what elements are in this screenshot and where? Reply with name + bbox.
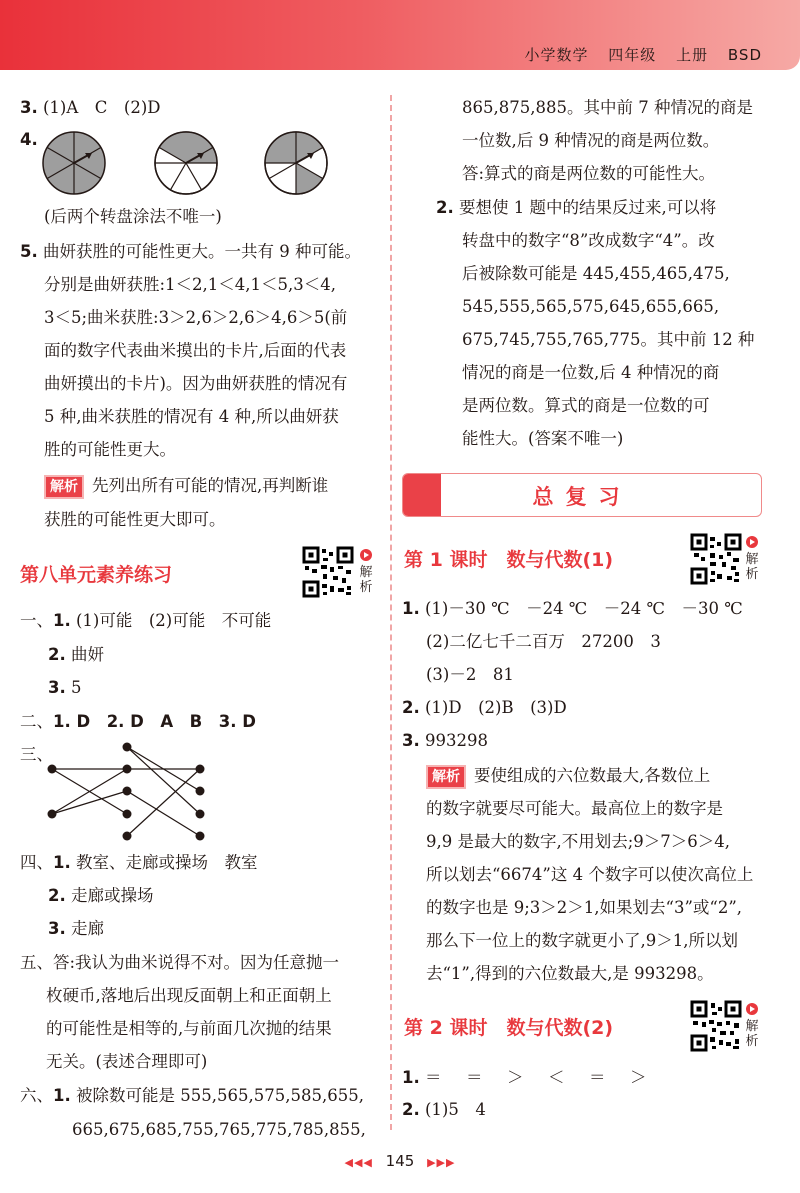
spinner-1 xyxy=(43,132,105,194)
prev-arrows-icon: ◀◀◀ xyxy=(344,1156,373,1169)
lesson1-analysis-line-5: 那么下一位上的数字就更小了,9＞1,所以划 xyxy=(426,931,738,950)
qr-code-lesson2[interactable] xyxy=(690,1000,742,1052)
q5-line-6: 胜的可能性更大。 xyxy=(44,440,176,459)
q3-answer: (1)A C (2)D xyxy=(43,98,161,117)
right-q2-line-5: 情况的商是一位数,后 4 种情况的商 xyxy=(462,363,720,382)
matching-diagram xyxy=(40,740,220,855)
right-q2-line-1: 转盘中的数字“8”改成数字“4”。改 xyxy=(462,231,715,250)
q4-note: (后两个转盘涂法不唯一) xyxy=(44,207,222,226)
s6-line-1: 665,675,685,755,765,775,785,855, xyxy=(72,1120,366,1139)
s1-item-1 xyxy=(20,609,271,633)
play-icon[interactable] xyxy=(746,1003,758,1015)
lesson1-q1-num: 1. xyxy=(402,599,420,618)
header-info xyxy=(511,44,763,65)
header-edition: BSD xyxy=(727,46,762,64)
s1-item-3 xyxy=(48,676,82,700)
s1-item-2 xyxy=(48,643,104,667)
s5-line-1: 枚硬币,落地后出现反面朝上和正面朝上 xyxy=(46,986,332,1005)
s2-label: 二、 xyxy=(20,712,53,731)
lesson1-q2-num: 2. xyxy=(402,698,420,717)
s1-1-text: (1)可能 (2)可能 不可能 xyxy=(76,611,272,630)
spinner-3 xyxy=(265,132,327,194)
right-q2-line-2: 后被除数可能是 445,455,465,475, xyxy=(462,264,730,283)
s5-line-2: 的可能性是相等的,与前面几次抛的结果 xyxy=(46,1019,332,1038)
s4-3-num: 3. xyxy=(48,919,66,938)
s1-1-num: 1. xyxy=(53,611,71,630)
lesson1-analysis-line-1: 的数字就要尽可能大。最高位上的数字是 xyxy=(426,799,723,818)
s4-item-1 xyxy=(20,851,258,875)
right-q2-line-4: 675,745,755,765,775。其中前 12 种 xyxy=(462,330,755,349)
s1-label: 一、 xyxy=(20,611,53,630)
q5-line-0 xyxy=(20,240,361,264)
analysis-1-line-2: 获胜的可能性更大即可。 xyxy=(44,510,226,529)
s1-2-num: 2. xyxy=(48,645,66,664)
qr-code-unit8[interactable] xyxy=(302,546,354,598)
q5-number: 5. xyxy=(20,242,38,261)
q5-line-1: 分别是曲妍获胜:1＜2,1＜4,1＜5,3＜4, xyxy=(44,275,337,294)
column-divider xyxy=(390,95,392,1130)
q5-line-3: 面的数字代表曲米摸出的卡片,后面的代表 xyxy=(44,341,347,360)
qr-code-lesson1[interactable] xyxy=(690,533,742,585)
right-q2-num: 2. xyxy=(436,198,454,217)
play-icon[interactable] xyxy=(746,536,758,548)
lesson2-q1-num: 1. xyxy=(402,1068,420,1087)
lesson1-analysis-line-4: 的数字也是 9;3＞2＞1,如果划去“3”或“2”, xyxy=(426,898,743,917)
lesson2-q1-text: ＝ ＝ ＞ ＜ ＝ ＞ xyxy=(425,1068,651,1087)
lesson1-q1-line-1: (2)二亿七千二百万 27200 3 xyxy=(426,632,661,651)
next-arrows-icon: ▶▶▶ xyxy=(427,1156,456,1169)
unit8-title: 第八单元素养练习 xyxy=(20,564,173,586)
right-q2-line-7: 能性大。(答案不唯一) xyxy=(462,429,624,448)
s2-text: 1. D 2. D A B 3. D xyxy=(53,712,256,731)
qr-label-lesson1: 解析 xyxy=(745,552,759,582)
s5-line-3: 无关。(表述合理即可) xyxy=(46,1052,208,1071)
right-cont-line-2: 答:算式的商是两位数的可能性大。 xyxy=(462,164,716,183)
analysis-1 xyxy=(44,474,328,499)
lesson2-q2-text: (1)5 4 xyxy=(425,1100,486,1119)
lesson2-q2 xyxy=(402,1098,486,1122)
right-q2-line-3: 545,555,565,575,645,655,665, xyxy=(462,297,720,316)
analysis-tag: 解析 xyxy=(426,765,466,789)
page-footer xyxy=(0,1152,800,1170)
lesson1-analysis-line-2: 9,9 是最大的数字,不用划去;9＞7＞6＞4, xyxy=(426,832,731,851)
s4-3-text: 走廊 xyxy=(71,919,104,938)
analysis-1-text: 先列出所有可能的情况,再判断谁 xyxy=(92,476,329,495)
s2 xyxy=(20,710,256,734)
lesson1-q1-line-2: (3)－2 81 xyxy=(426,665,514,684)
s6-num: 1. xyxy=(53,1086,71,1105)
lesson1-q3-text: 993298 xyxy=(425,731,488,750)
s5-line-0 xyxy=(20,951,339,975)
q5-line-4: 曲妍摸出的卡片)。因为曲妍获胜的情况有 xyxy=(44,374,348,393)
header-volume: 上册 xyxy=(676,46,709,64)
right-cont-line-0: 865,875,885。其中前 7 种情况的商是 xyxy=(462,98,753,117)
s4-1-text: 教室、走廊或操场 教室 xyxy=(76,853,258,872)
s4-2-num: 2. xyxy=(48,886,66,905)
lesson2-q2-num: 2. xyxy=(402,1100,420,1119)
s1-2-text: 曲妍 xyxy=(71,645,104,664)
s1-3-num: 3. xyxy=(48,678,66,697)
lesson1-analysis-line-6: 去“1”,得到的六位数最大,是 993298。 xyxy=(426,964,714,983)
s3-label: 三、 xyxy=(20,745,53,764)
play-icon[interactable] xyxy=(360,549,372,561)
header-subject: 小学数学 xyxy=(524,46,589,64)
review-title: 总复习 xyxy=(532,485,632,509)
s4-1-num: 1. xyxy=(53,853,71,872)
s4-2-text: 走廊或操场 xyxy=(71,886,154,905)
q4-number: 4. xyxy=(20,130,38,149)
q5-line-5: 5 种,曲米获胜的情况有 4 种,所以曲妍获 xyxy=(44,407,339,426)
page-number: 145 xyxy=(385,1152,415,1170)
s5-text: 答:我认为曲米说得不对。因为任意抛一 xyxy=(53,953,340,972)
left-q4 xyxy=(20,128,38,152)
spinner-2 xyxy=(155,132,217,194)
s4-label: 四、 xyxy=(20,853,53,872)
q5-line-2: 3＜5;曲米获胜:3＞2,6＞2,6＞4,6＞5(前 xyxy=(44,308,348,327)
header-grade: 四年级 xyxy=(608,46,657,64)
s6-line-0 xyxy=(20,1084,364,1108)
s1-3-text: 5 xyxy=(71,678,82,697)
spinner-figures xyxy=(40,128,330,198)
lesson1-q2 xyxy=(402,696,567,720)
lesson1-q1-text: (1)－30 ℃ －24 ℃ －24 ℃ －30 ℃ xyxy=(425,599,743,618)
qr-label-unit8: 解析 xyxy=(359,565,373,595)
review-banner xyxy=(402,473,762,517)
right-q2-text: 要想使 1 题中的结果反过来,可以将 xyxy=(459,198,717,217)
s6-label: 六、 xyxy=(20,1086,53,1105)
qr-label-lesson2: 解析 xyxy=(745,1019,759,1049)
q3-number: 3. xyxy=(20,98,38,117)
left-q3 xyxy=(20,96,161,120)
lesson1-q2-text: (1)D (2)B (3)D xyxy=(425,698,567,717)
right-cont-line-1: 一位数,后 9 种情况的商是两位数。 xyxy=(462,131,720,150)
q5-text: 曲妍获胜的可能性更大。一共有 9 种可能。 xyxy=(43,242,361,261)
analysis-tag: 解析 xyxy=(44,475,84,499)
s4-item-3 xyxy=(48,917,104,941)
lesson2-q1 xyxy=(402,1066,651,1090)
lesson1-title: 第 1 课时 数与代数(1) xyxy=(404,549,614,571)
lesson1-analysis-line-3: 所以划去“6674”这 4 个数字可以使次高位上 xyxy=(426,865,754,884)
lesson1-analysis-text: 要使组成的六位数最大,各数位上 xyxy=(474,766,711,785)
right-q2-line-0 xyxy=(436,196,716,220)
s4-item-2 xyxy=(48,884,154,908)
s5-label: 五、 xyxy=(20,953,53,972)
right-q2-line-6: 是两位数。算式的商是一位数的可 xyxy=(462,396,710,415)
lesson2-title: 第 2 课时 数与代数(2) xyxy=(404,1017,614,1039)
lesson1-analysis-line-0 xyxy=(426,764,710,789)
lesson1-q3-num: 3. xyxy=(402,731,420,750)
lesson1-q3 xyxy=(402,729,488,753)
s6-text: 被除数可能是 555,565,575,585,655, xyxy=(76,1086,364,1105)
lesson1-q1-line-0 xyxy=(402,597,743,621)
